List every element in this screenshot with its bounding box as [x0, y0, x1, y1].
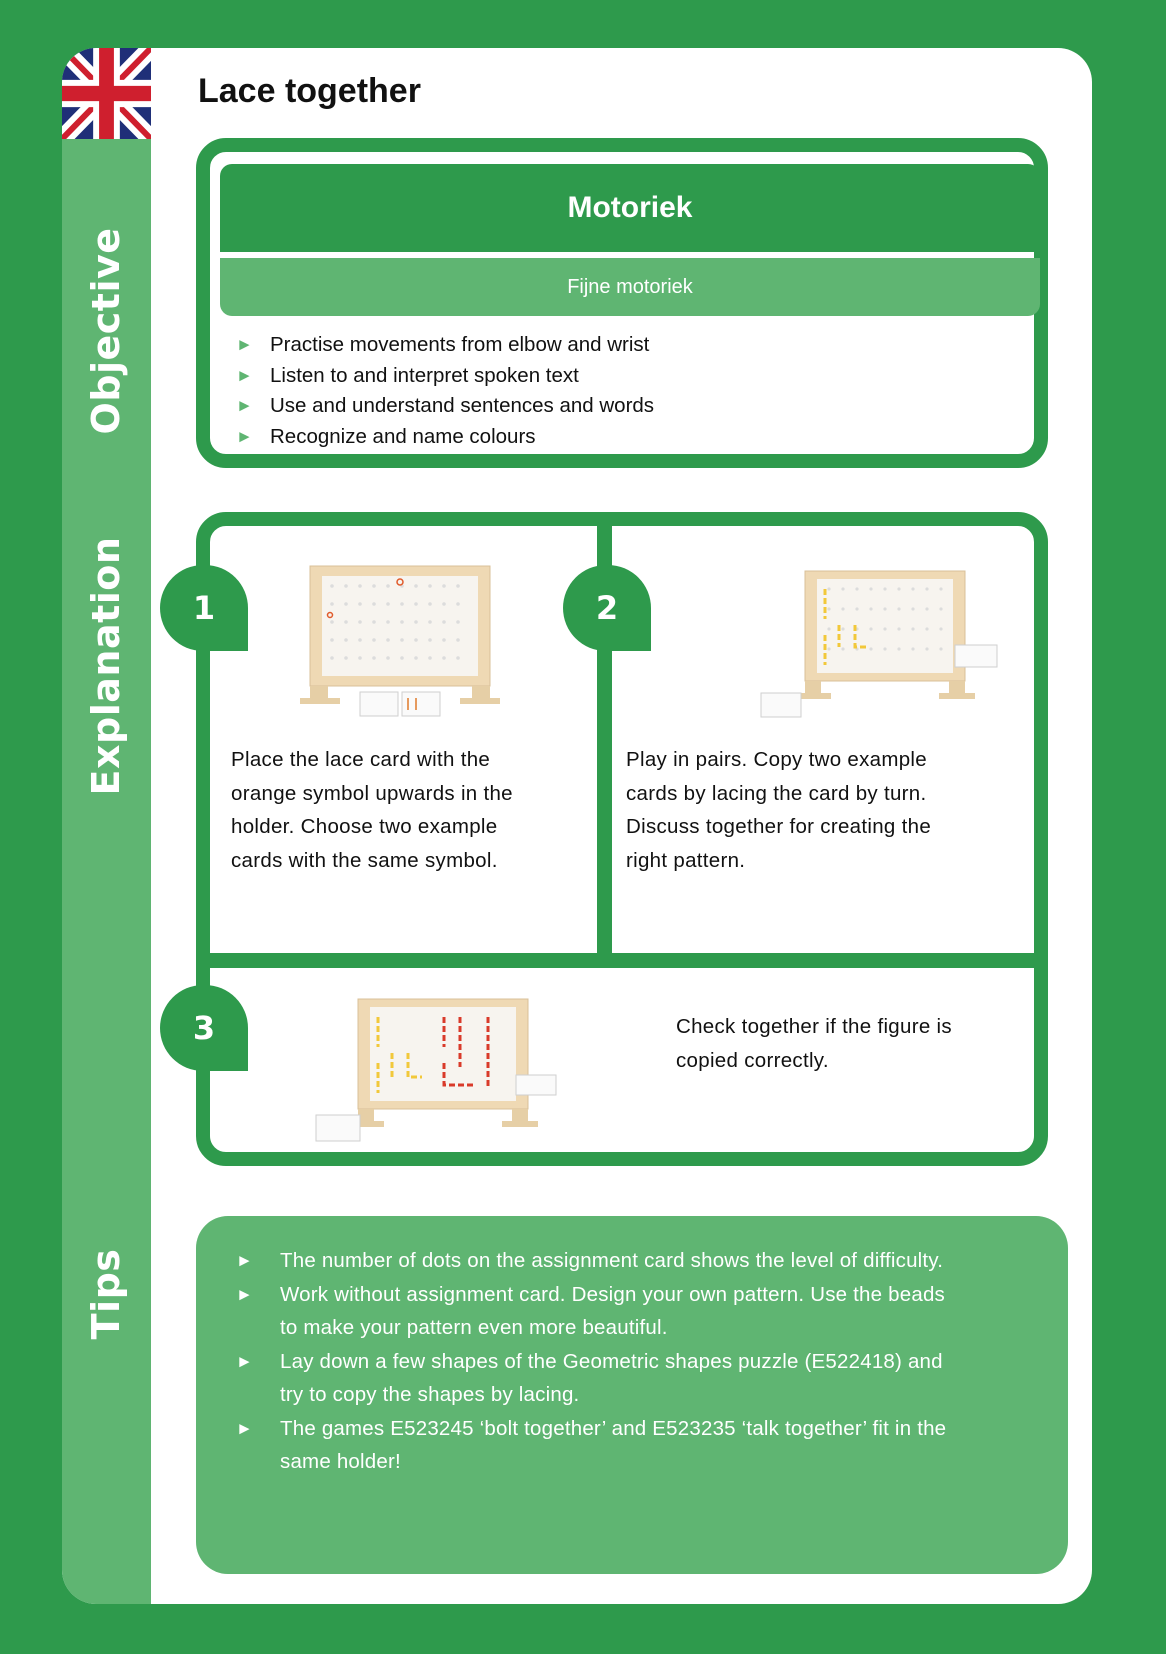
bullet-arrow-icon: ►: [236, 396, 253, 415]
bullet-arrow-icon: ►: [236, 365, 253, 385]
step-3-text: Check together if the figure is copied correctly.: [676, 1015, 952, 1072]
list-item: ► Use and understand sentences and words: [236, 391, 654, 422]
bullet-arrow-icon: ►: [236, 1251, 254, 1270]
step-3-badge: 3: [160, 985, 248, 1071]
uk-flag-icon: [62, 48, 151, 139]
lace-frame-image-step-1: [300, 560, 500, 720]
subcategory-header: Fijne motoriek: [220, 258, 1040, 316]
list-item: ► Work without assignment card. Design your own pattern. Use the beads to make your pattern even more beautiful.: [236, 1278, 1036, 1345]
list-item: ► Lay down a few shapes of the Geometric shapes puzzle (E522418) and try to copy the shapes by lacing.: [236, 1345, 1036, 1412]
bullet-arrow-icon: ►: [236, 335, 253, 354]
list-item: ► Practise movements from elbow and wrist: [236, 330, 654, 361]
tips-list: [236, 1244, 1036, 1479]
sidebar: [62, 48, 151, 1604]
bullet-arrow-icon: ►: [236, 1351, 254, 1371]
page-title: Lace together: [198, 72, 421, 110]
category-header: Motoriek: [220, 164, 1040, 252]
lace-frame-image-step-2: [755, 565, 1005, 725]
tips-label: Tips: [84, 1248, 128, 1340]
list-item: ► The games E523245 ‘bolt together’ and E523235 ‘talk together’ fit in the same holder!: [236, 1412, 1036, 1479]
bullet-arrow-icon: ►: [236, 426, 253, 446]
step-1-text: Place the lace card with the orange symbol upwards in the holder. Choose two example cards with the same symbol.: [231, 748, 513, 872]
step-1-badge: 1: [160, 565, 248, 651]
step-2-badge: 2: [563, 565, 651, 651]
explanation-label: Explanation: [84, 536, 128, 796]
step-2-text: Play in pairs. Copy two example cards by lacing the card by turn. Discuss together for creating the right pattern.: [626, 748, 932, 872]
lace-frame-image-step-3: [312, 995, 562, 1145]
objective-list: [236, 330, 654, 452]
bullet-arrow-icon: ►: [236, 1418, 254, 1438]
objective-label: Objective: [84, 227, 128, 435]
list-item: ► The number of dots on the assignment card shows the level of difficulty.: [236, 1244, 1036, 1278]
list-item: ► Recognize and name colours: [236, 422, 654, 453]
divider-horizontal: [200, 953, 1044, 968]
bullet-arrow-icon: ►: [236, 1284, 254, 1304]
list-item: ► Listen to and interpret spoken text: [236, 361, 654, 392]
